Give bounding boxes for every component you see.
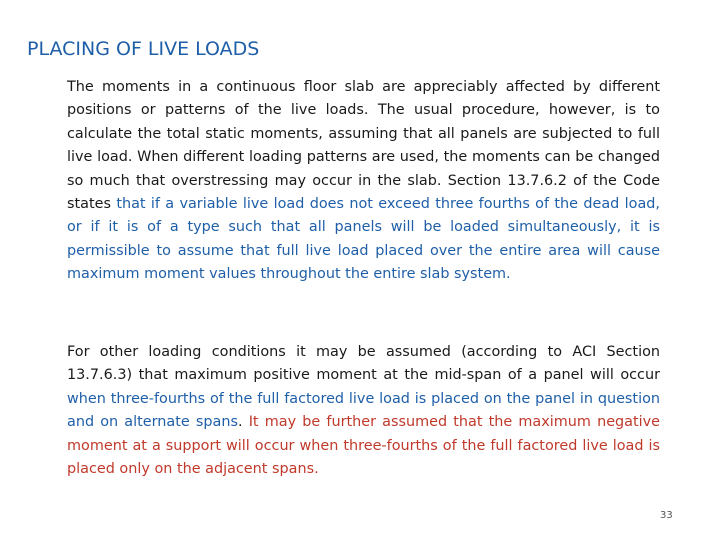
- paragraph-2-highlight-red: It may be further assumed that the maximum negative moment at a support will occur when three-fourths of the full factored live load is placed only on the adjacent spans.: [67, 414, 661, 478]
- slide-title: PLACING OF LIVE LOADS: [27, 38, 260, 60]
- paragraph-1: [67, 76, 660, 287]
- paragraph-1-highlight: that if a variable live load does not exceed three fourths of the dead load, or if it is of a type such that all panels will be loaded simultaneously, it is permissible to assume that full live load placed over the entire area will cause maximum moment values throughout the entire slab system.: [67, 196, 660, 283]
- paragraph-2-period: .: [237, 414, 249, 431]
- paragraph-1-text: The moments in a continuous floor slab are appreciably affected by different positions or patterns of the live loads. The usual procedure, however, is to calculate the total static moments, assuming that all panels are subjected to full live load. When different loading patterns are used, the moments can be changed so much that overstressing may occur in the slab. Section 13.7.6.2 of the Code states: [67, 79, 660, 213]
- paragraph-2-highlight-blue: when three-fourths of the full factored live load is placed on the panel in question and on alternate spans: [67, 390, 660, 431]
- paragraph-2: [67, 341, 660, 481]
- paragraph-2-text: For other loading conditions it may be assumed (according to ACI Section 13.7.6.3) that maximum positive moment at the mid-span of a panel will occur: [67, 344, 660, 384]
- page-number: 33: [660, 510, 673, 521]
